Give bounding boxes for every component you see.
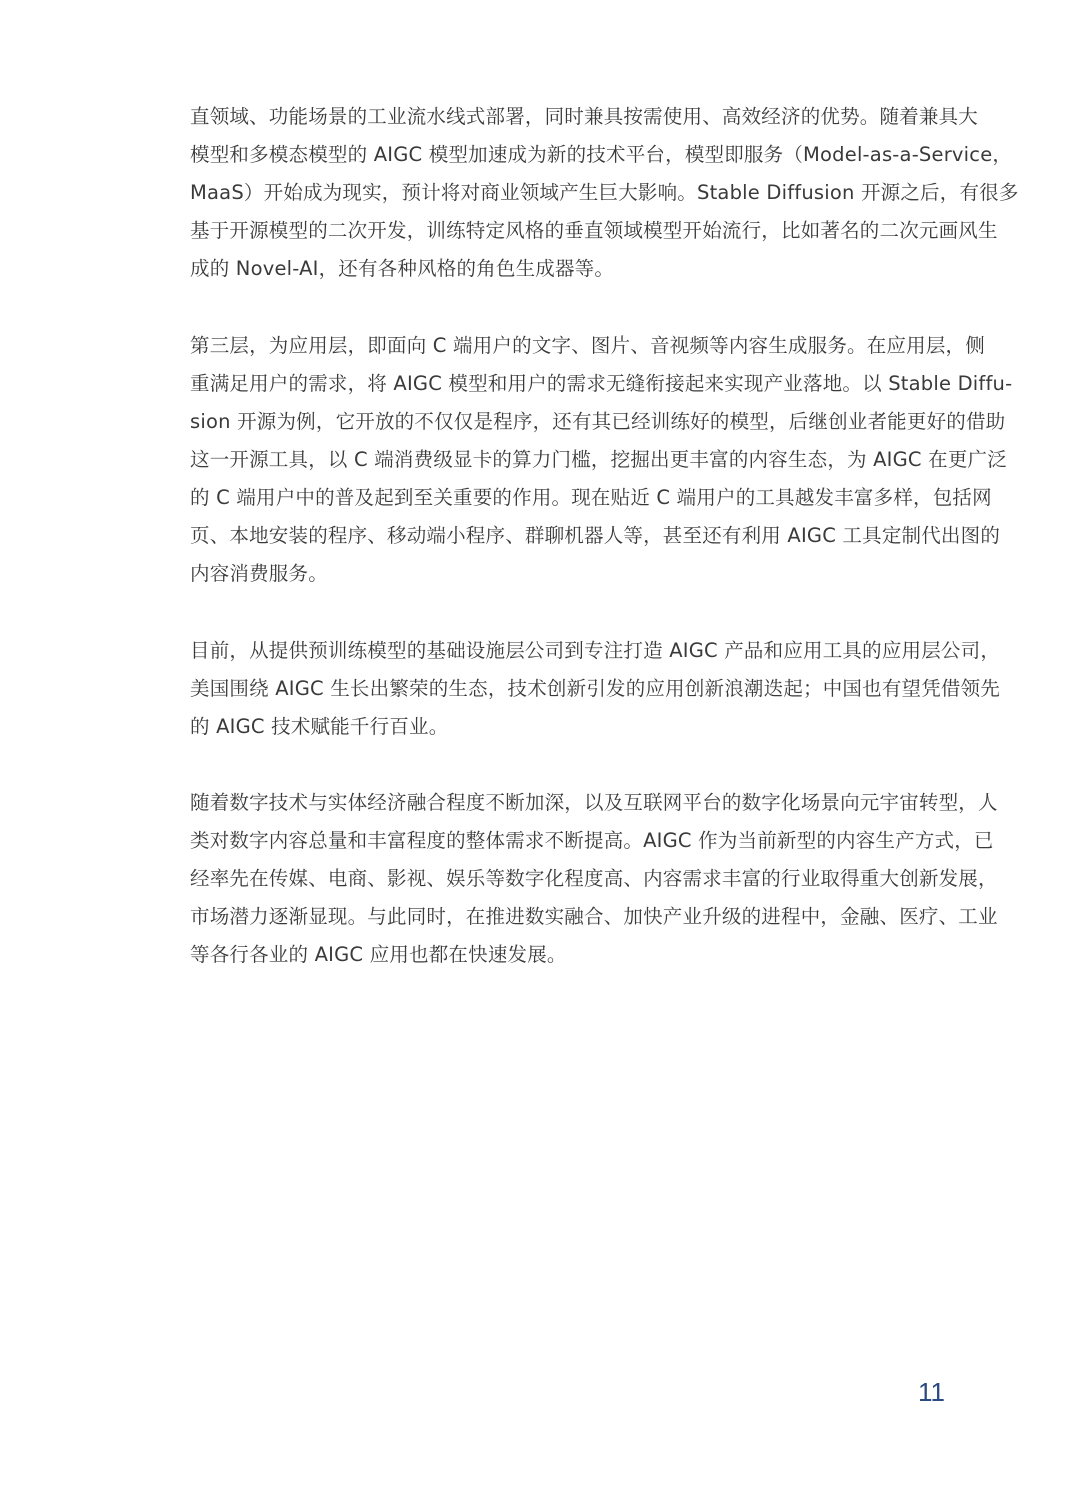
text-line: 目前，从提供预训练模型的基础设施层公司到专注打造 AIGC 产品和应用工具的应用层公司， <box>190 639 1001 662</box>
text-line: MaaS）开始成为现实，预计将对商业领域产生巨大影响。Stable Diffusion 开源之后，有很多 <box>190 181 1019 204</box>
text-line: sion 开源为例，它开放的不仅仅是程序，还有其已经训练好的模型，后继创业者能更好的借助 <box>190 410 1006 433</box>
text-line: 市场潜力逐渐显现。与此同时，在推进数实融合、加快产业升级的进程中，金融、医疗、工业 <box>190 905 998 928</box>
text-line: 这一开源工具，以 C 端消费级显卡的算力门槛，挖掘出更丰富的内容生态，为 AIGC 在更广泛 <box>190 448 1007 471</box>
paragraph-4 <box>190 784 998 974</box>
text-line: 第三层，为应用层，即面向 C 端用户的文字、图片、音视频等内容生成服务。在应用层，侧 <box>190 334 985 357</box>
text-line: 直领域、功能场景的工业流水线式部署，同时兼具按需使用、高效经济的优势。随着兼具大 <box>190 105 979 128</box>
text-line: 重满足用户的需求，将 AIGC 模型和用户的需求无缝衔接起来实现产业落地。以 Stable Diffu- <box>190 372 1013 395</box>
text-line: 美国围绕 AIGC 生长出繁荣的生态，技术创新引发的应用创新浪潮迭起；中国也有望凭借领先 <box>190 677 1001 700</box>
text-line: 模型和多模态模型的 AIGC 模型加速成为新的技术平台，模型即服务（Model-as-a-Service， <box>190 143 1013 166</box>
text-line: 成的 Novel-AI，还有各种风格的角色生成器等。 <box>190 257 615 280</box>
text-line: 基于开源模型的二次开发，训练特定风格的垂直领域模型开始流行，比如著名的二次元画风生 <box>190 219 998 242</box>
page-number: 11 <box>918 1377 945 1407</box>
paragraph-1 <box>190 98 1019 288</box>
text-line: 经率先在传媒、电商、影视、娱乐等数字化程度高、内容需求丰富的行业取得重大创新发展， <box>190 867 998 890</box>
text-line: 页、本地安装的程序、移动端小程序、群聊机器人等，甚至还有利用 AIGC 工具定制代出图的 <box>190 524 1001 547</box>
text-line: 类对数字内容总量和丰富程度的整体需求不断提高。AIGC 作为当前新型的内容生产方式，已 <box>190 829 994 852</box>
paragraph-2 <box>190 327 1013 593</box>
text-line: 随着数字技术与实体经济融合程度不断加深，以及互联网平台的数字化场景向元宇宙转型，人 <box>190 791 998 814</box>
text-line: 的 AIGC 技术赋能千行百业。 <box>190 715 449 738</box>
text-line: 内容消费服务。 <box>190 562 328 585</box>
text-line: 的 C 端用户中的普及起到至关重要的作用。现在贴近 C 端用户的工具越发丰富多样，包括网 <box>190 486 992 509</box>
paragraph-3 <box>190 632 1001 746</box>
text-line: 等各行各业的 AIGC 应用也都在快速发展。 <box>190 943 567 966</box>
